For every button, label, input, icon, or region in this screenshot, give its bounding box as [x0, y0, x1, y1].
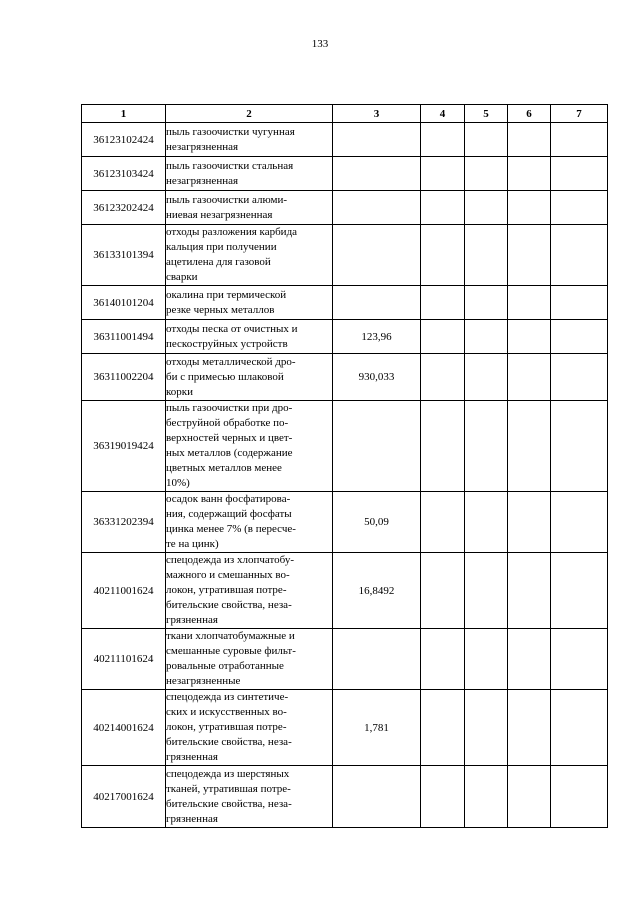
- waste-name-cell: пыль газоочистки стальная незагрязненная: [166, 157, 333, 191]
- col-4-cell: [421, 157, 465, 191]
- waste-name-cell: спецодежда из хлопчатобу- мажного и смешанных во- локон, утратившая потре- бительские свойства, неза- грязненная: [166, 553, 333, 629]
- waste-code-cell: 36123102424: [82, 123, 166, 157]
- col-7-cell: [551, 286, 608, 320]
- waste-code-cell: 36331202394: [82, 492, 166, 553]
- waste-name-cell: пыль газоочистки при дро- беструйной обработке по- верхностей черных и цвет- ных металлов (содержание цветных металлов менее 10%): [166, 401, 333, 492]
- col-4-cell: [421, 766, 465, 828]
- quantity-cell: [333, 629, 421, 690]
- col-4-cell: [421, 320, 465, 354]
- waste-name-cell: ткани хлопчатобумажные и смешанные суровые фильт- ровальные отработанные незагрязненные: [166, 629, 333, 690]
- col-6-cell: [508, 553, 551, 629]
- quantity-cell: [333, 191, 421, 225]
- table-row: [82, 286, 608, 320]
- col-6-cell: [508, 629, 551, 690]
- quantity-cell: [333, 225, 421, 286]
- table-row: [82, 225, 608, 286]
- col-6-cell: [508, 157, 551, 191]
- col-5-cell: [465, 191, 508, 225]
- quantity-cell: [333, 766, 421, 828]
- waste-name-cell: пыль газоочистки алюми- ниевая незагрязненная: [166, 191, 333, 225]
- col-4-cell: [421, 191, 465, 225]
- waste-name-cell: окалина при термической резке черных металлов: [166, 286, 333, 320]
- quantity-cell: 1,781: [333, 690, 421, 766]
- col-4-cell: [421, 401, 465, 492]
- table-row: [82, 354, 608, 401]
- col-7-cell: [551, 492, 608, 553]
- waste-name-cell: осадок ванн фосфатирова- ния, содержащий фосфаты цинка менее 7% (в пересче- те на цинк): [166, 492, 333, 553]
- table-row: [82, 191, 608, 225]
- col-7-cell: [551, 225, 608, 286]
- col-5-cell: [465, 553, 508, 629]
- col-5-cell: [465, 629, 508, 690]
- col-5-cell: [465, 690, 508, 766]
- waste-code-cell: 40211101624: [82, 629, 166, 690]
- header-col-2: 2: [166, 105, 333, 123]
- col-5-cell: [465, 492, 508, 553]
- col-6-cell: [508, 354, 551, 401]
- col-4-cell: [421, 492, 465, 553]
- col-5-cell: [465, 766, 508, 828]
- waste-code-cell: 40211001624: [82, 553, 166, 629]
- col-7-cell: [551, 766, 608, 828]
- col-5-cell: [465, 286, 508, 320]
- col-7-cell: [551, 354, 608, 401]
- waste-code-cell: 36140101204: [82, 286, 166, 320]
- waste-code-cell: 40214001624: [82, 690, 166, 766]
- page-number: 133: [311, 38, 329, 50]
- col-7-cell: [551, 320, 608, 354]
- col-4-cell: [421, 629, 465, 690]
- col-7-cell: [551, 191, 608, 225]
- quantity-cell: [333, 401, 421, 492]
- header-col-3: 3: [333, 105, 421, 123]
- waste-name-cell: пыль газоочистки чугунная незагрязненная: [166, 123, 333, 157]
- table-row: [82, 492, 608, 553]
- waste-table: [81, 104, 608, 828]
- table-row: [82, 401, 608, 492]
- col-6-cell: [508, 191, 551, 225]
- col-7-cell: [551, 123, 608, 157]
- header-col-7: 7: [551, 105, 608, 123]
- quantity-cell: [333, 157, 421, 191]
- col-6-cell: [508, 225, 551, 286]
- table-row: [82, 690, 608, 766]
- col-6-cell: [508, 123, 551, 157]
- col-6-cell: [508, 286, 551, 320]
- waste-code-cell: 36123202424: [82, 191, 166, 225]
- header-row: [82, 105, 608, 123]
- header-col-1: 1: [82, 105, 166, 123]
- waste-name-cell: отходы разложения карбида кальция при получении ацетилена для газовой сварки: [166, 225, 333, 286]
- col-7-cell: [551, 629, 608, 690]
- col-5-cell: [465, 320, 508, 354]
- waste-name-cell: отходы металлической дро- би с примесью шлаковой корки: [166, 354, 333, 401]
- quantity-cell: [333, 286, 421, 320]
- col-6-cell: [508, 320, 551, 354]
- col-7-cell: [551, 553, 608, 629]
- waste-code-cell: 36311001494: [82, 320, 166, 354]
- col-5-cell: [465, 157, 508, 191]
- table-row: [82, 320, 608, 354]
- col-5-cell: [465, 401, 508, 492]
- waste-name-cell: спецодежда из шерстяных тканей, утратившая потре- бительские свойства, неза- грязненная: [166, 766, 333, 828]
- col-6-cell: [508, 690, 551, 766]
- col-5-cell: [465, 123, 508, 157]
- waste-name-cell: спецодежда из синтетиче- ских и искусственных во- локон, утратившая потре- бительские свойства, неза- грязненная: [166, 690, 333, 766]
- waste-code-cell: 36319019424: [82, 401, 166, 492]
- col-4-cell: [421, 690, 465, 766]
- quantity-cell: 50,09: [333, 492, 421, 553]
- col-7-cell: [551, 690, 608, 766]
- table-row: [82, 629, 608, 690]
- col-6-cell: [508, 401, 551, 492]
- header-col-6: 6: [508, 105, 551, 123]
- table-row: [82, 123, 608, 157]
- quantity-cell: 16,8492: [333, 553, 421, 629]
- col-4-cell: [421, 553, 465, 629]
- col-5-cell: [465, 354, 508, 401]
- table-row: [82, 553, 608, 629]
- waste-code-cell: 36133101394: [82, 225, 166, 286]
- col-6-cell: [508, 492, 551, 553]
- col-7-cell: [551, 157, 608, 191]
- header-col-5: 5: [465, 105, 508, 123]
- col-4-cell: [421, 225, 465, 286]
- waste-code-cell: 36311002204: [82, 354, 166, 401]
- col-7-cell: [551, 401, 608, 492]
- col-4-cell: [421, 123, 465, 157]
- table-row: [82, 157, 608, 191]
- quantity-cell: 930,033: [333, 354, 421, 401]
- table-row: [82, 766, 608, 828]
- waste-code-cell: 36123103424: [82, 157, 166, 191]
- header-col-4: 4: [421, 105, 465, 123]
- col-4-cell: [421, 354, 465, 401]
- col-4-cell: [421, 286, 465, 320]
- col-5-cell: [465, 225, 508, 286]
- quantity-cell: 123,96: [333, 320, 421, 354]
- col-6-cell: [508, 766, 551, 828]
- waste-name-cell: отходы песка от очистных и пескоструйных устройств: [166, 320, 333, 354]
- waste-code-cell: 40217001624: [82, 766, 166, 828]
- quantity-cell: [333, 123, 421, 157]
